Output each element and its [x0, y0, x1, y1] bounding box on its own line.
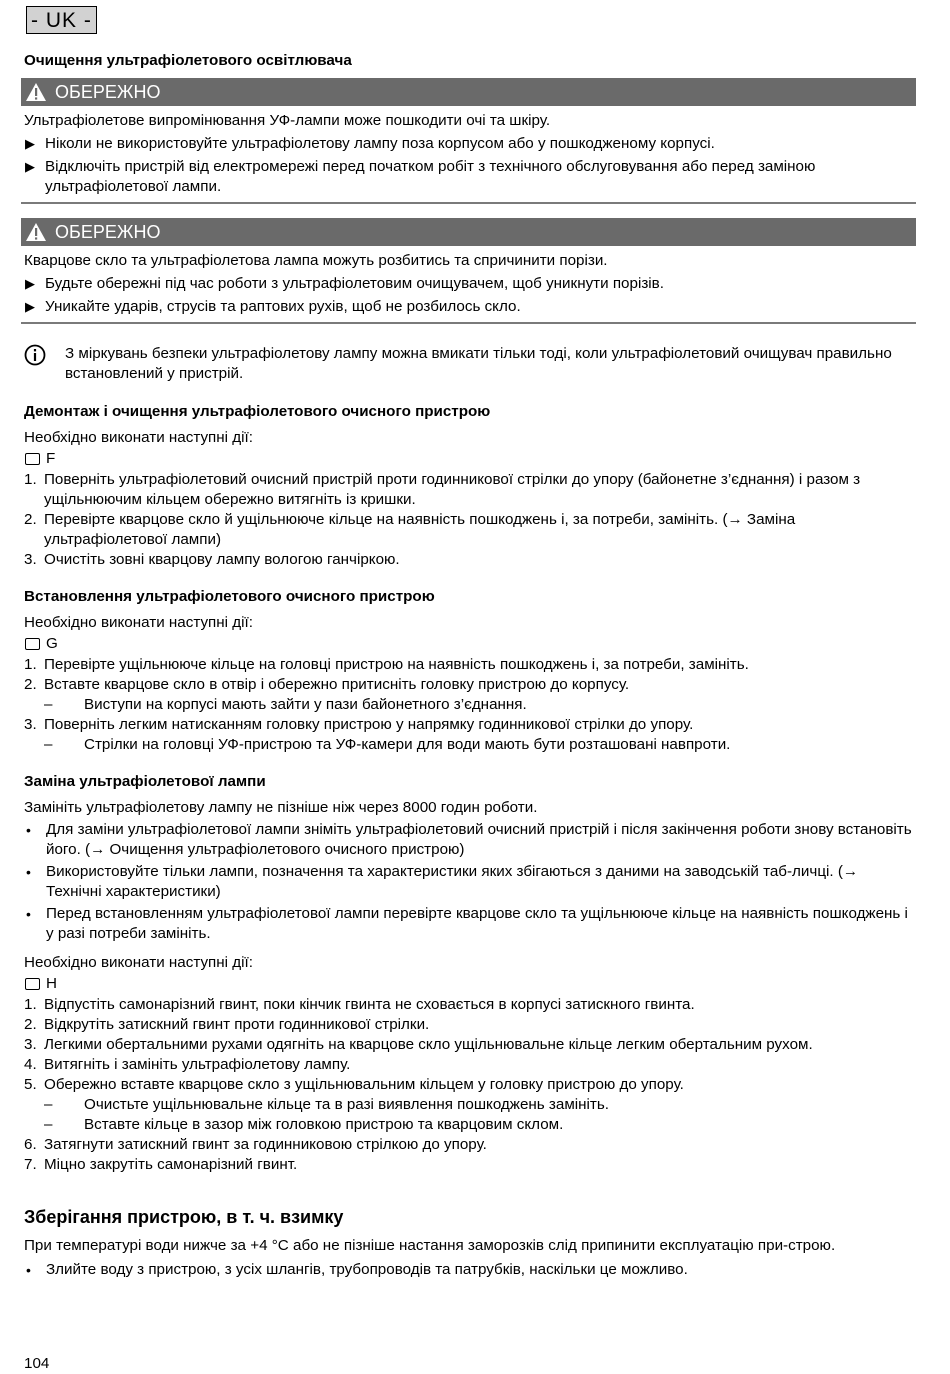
- bullet-item: • Використовуйте тільки лампи, позначення та характеристики яких збігаються з даними на заводській таб-личці. (→ Технічні характеристики): [26, 863, 859, 900]
- list-item: 2. Перевірте кварцове скло й ущільнююче кільце на наявність пошкоджень і, за потреби, замініть. (→ Заміна ультрафіолетової лампи): [24, 511, 796, 548]
- list-item: 3. Поверніть легким натисканням головку пристрою у напрямку годинникової стрілки до упору.: [24, 716, 694, 733]
- list-item: 4. Витягніть і замініть ультрафіолетову лампу.: [24, 1056, 351, 1073]
- warning-label-1: ОБЕРЕЖНО: [55, 81, 161, 102]
- list-item: 7. Міцно закрутіть самонарізний гвинт.: [24, 1156, 298, 1173]
- warning-bar-1: [21, 78, 916, 106]
- list-item: 2. Вставте кварцове скло в отвір і обережно притисніть головку пристрою до корпусу.: [24, 676, 630, 693]
- bullet-icon: •: [26, 822, 31, 838]
- list-item: 2. Відкрутіть затискний гвинт проти годинникової стрілки.: [24, 1016, 430, 1033]
- warning-block-2: [21, 251, 916, 324]
- section-title-replace: Заміна ультрафіолетової лампи: [24, 773, 266, 790]
- warning-triangle-icon: [25, 222, 47, 242]
- warning-item: ▶ Ніколи не використовуйте ультрафіолетову лампу поза корпусом або у пошкодженому корпусі.: [25, 135, 715, 152]
- figure-box-icon: [25, 978, 40, 990]
- triangle-right-icon: ▶: [25, 276, 35, 291]
- warning-bar-2: [21, 218, 916, 246]
- warning-text-1: Ультрафіолетове випромінювання УФ-лампи може пошкодити очі та шкіру.: [24, 112, 551, 129]
- dismount-intro: Необхідно виконати наступні дії:: [24, 429, 253, 446]
- replace-intro-2: Необхідно виконати наступні дії:: [24, 954, 253, 971]
- list-item: 1. Перевірте ущільнююче кільце на головці пристрою на наявність пошкоджень і, за потреби, замініть.: [24, 656, 749, 673]
- list-item: 6. Затягнути затискний гвинт за годинниковою стрілкою до упору.: [24, 1136, 487, 1153]
- figure-box-icon: [25, 453, 40, 465]
- info-note: [24, 344, 916, 384]
- section-title-install: Встановлення ультрафіолетового очисного пристрою: [24, 588, 435, 605]
- warning-triangle-icon: [25, 82, 47, 102]
- sub-item: – Виступи на корпусі мають зайти у пази байонетного з’єднання.: [44, 696, 527, 713]
- figure-reference-g: G: [24, 633, 916, 655]
- triangle-right-icon: ▶: [25, 136, 35, 151]
- replace-steps: [24, 995, 916, 1175]
- bullet-icon: •: [26, 906, 31, 922]
- warning-label-2: ОБЕРЕЖНО: [55, 221, 161, 242]
- bullet-item: • Для заміни ультрафіолетової лампи зніміть ультрафіолетовий очисний пристрій і після закінчення роботи знову встановіть його. (→ Очищення ультрафіолетового очисного пристрою): [26, 821, 912, 858]
- document-page: [24, 6, 916, 1280]
- info-icon: [24, 344, 46, 366]
- warning-item: ▶ Уникайте ударів, струсів та раптових рухів, щоб не розбилось скло.: [25, 298, 521, 315]
- warning-item: ▶ Відключіть пристрій від електромережі перед початком робіт з технічного обслуговування або перед заміною ультрафіолетової лампи.: [25, 158, 816, 195]
- install-intro: Необхідно виконати наступні дії:: [24, 614, 253, 631]
- figure-reference-f: F: [24, 448, 916, 470]
- warning-block-1: [21, 111, 916, 204]
- sub-item: – Очистьте ущільнювальне кільце та в разі виявлення пошкоджень замініть.: [44, 1096, 609, 1113]
- section-title-cleaning: Очищення ультрафіолетового освітлювача: [24, 52, 352, 69]
- storage-text: При температурі води нижче за +4 °C або не пізніше настання заморозків слід припинити експлуатацію при-строю.: [24, 1237, 836, 1254]
- section-title-dismount: Демонтаж і очищення ультрафіолетового очисного пристрою: [24, 403, 491, 420]
- info-text: З міркувань безпеки ультрафіолетову лампу можна вмикати тільки тоді, коли ультрафіолетовий очищувач правильно встановлений у пристрій.: [65, 345, 892, 382]
- figure-box-icon: [25, 638, 40, 650]
- sub-item: – Стрілки на головці УФ-пристрою та УФ-камери для води мають бути розташовані навпроти.: [44, 736, 731, 753]
- page-number: 104: [24, 1355, 50, 1372]
- warning-text-2: Кварцове скло та ультрафіолетова лампа можуть розбитись та спричинити порізи.: [24, 252, 608, 269]
- triangle-right-icon: ▶: [25, 299, 35, 314]
- list-item: 3. Очистіть зовні кварцову лампу вологою ганчіркою.: [24, 551, 400, 568]
- dismount-steps: [24, 470, 916, 570]
- bullet-icon: •: [26, 1262, 31, 1278]
- bullet-item: • Злийте воду з пристрою, з усіх шлангів, трубопроводів та патрубків, наскільки це можливо.: [26, 1261, 688, 1278]
- section-title-storage: Зберігання пристрою, в т. ч. взимку: [24, 1207, 344, 1227]
- triangle-right-icon: ▶: [25, 159, 35, 174]
- figure-reference-h: H: [24, 973, 916, 995]
- list-item: 5. Обережно вставте кварцове скло з ущільнювальним кільцем у головку пристрою до упору.: [24, 1076, 684, 1093]
- list-item: 3. Легкими обертальними рухами одягніть на кварцове скло ущільнювальне кільце легким обертальним рухом.: [24, 1036, 813, 1053]
- language-tag: - UK -: [26, 6, 97, 34]
- replace-intro: Замініть ультрафіолетову лампу не пізніше ніж через 8000 годин роботи.: [24, 799, 538, 816]
- bullet-icon: •: [26, 864, 31, 880]
- bullet-item: • Перед встановленням ультрафіолетової лампи перевірте кварцове скло та ущільнююче кільце на наявність пошкоджень і у разі потреби замініть.: [26, 905, 908, 942]
- list-item: 1. Поверніть ультрафіолетовий очисний пристрій проти годинникової стрілки до упору (байонетне з’єднання) і разом з ущільнюючим кільцем обережно витягніть із кришки.: [24, 471, 861, 508]
- list-item: 1. Відпустіть самонарізний гвинт, поки кінчик гвинта не сховається в корпусі затискного гвинта.: [24, 996, 695, 1013]
- warning-item: ▶ Будьте обережні під час роботи з ультрафіолетовим очищувачем, щоб уникнути порізів.: [25, 275, 664, 292]
- sub-item: – Вставте кільце в зазор між головкою пристрою та кварцовим склом.: [44, 1116, 564, 1133]
- install-steps: [24, 655, 916, 755]
